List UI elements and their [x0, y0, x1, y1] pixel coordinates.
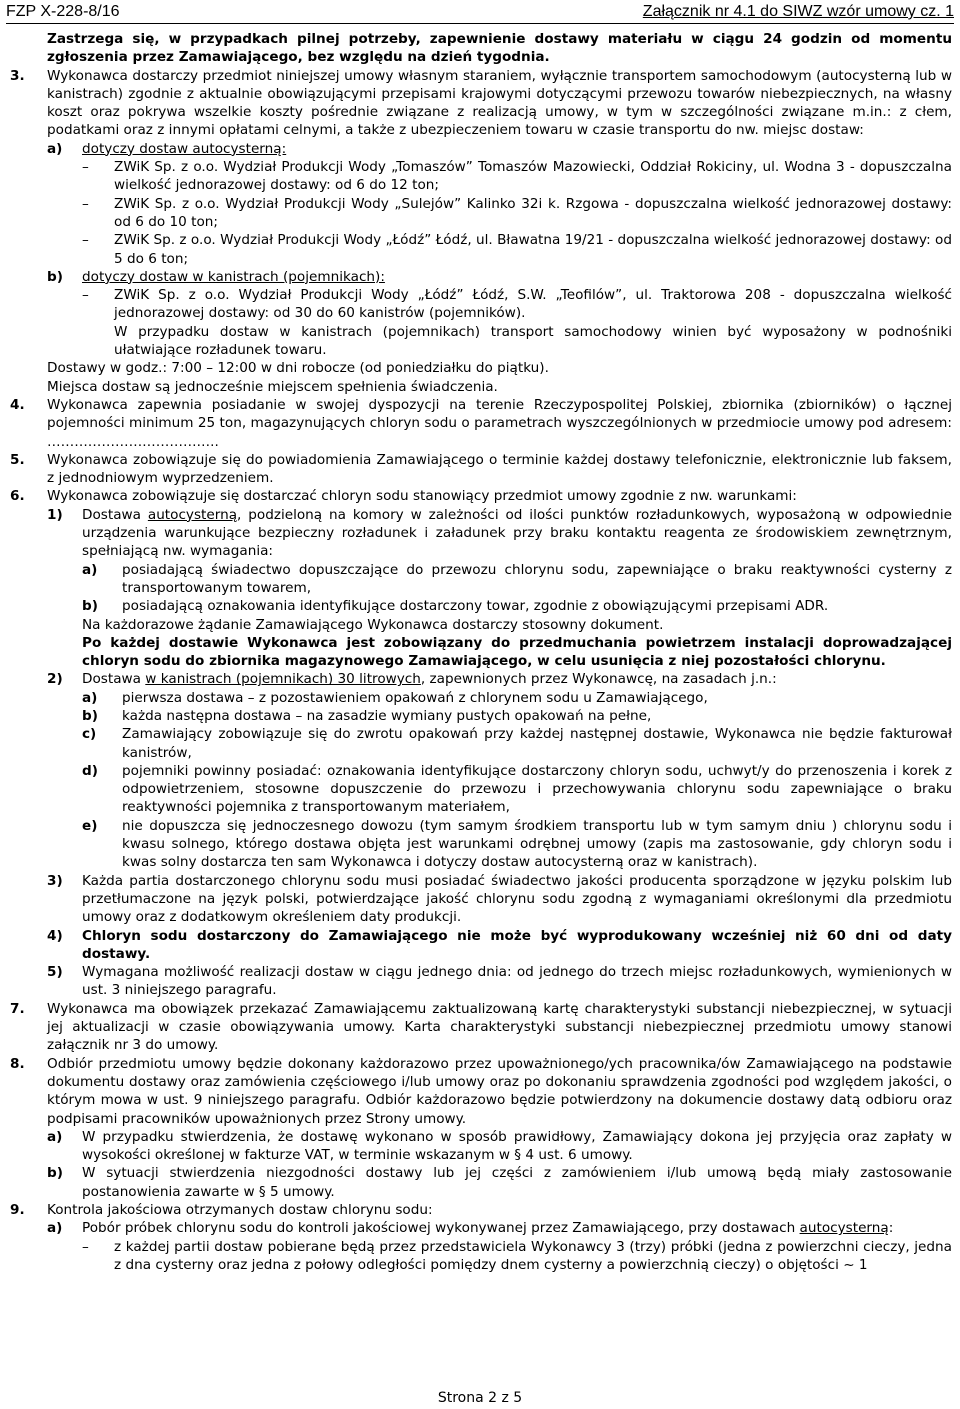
paragraph-text: Wykonawca dostarczy przedmiot niniejszej umowy własnym staraniem, wyłącznie transportem samochodowym (autocysterną lub w kanistrach) zgodnie z aktualnie obowiązującymi przepisami krajowymi dotyczącymi przewozu towarów niebezpiecznych, na własny koszt oraz pokrywa wszelkie koszty pośrednie związane z realizacją umowy, w tym w szczególności związane m.in.: z cłem, podatkami oraz z innymi opłatami celnymi, a także z ubezpieczeniem towaru w czasie transportu do nw. miejsc dostaw: — [47, 67, 952, 139]
dash-bullet: – — [82, 1238, 89, 1255]
p6-2-item: e) nie dopuszcza się jednoczesnego dowozu (tym samym środkiem transportu lub w tym samym dniu ) chlorynu sodu i kwasu solnego, którego dostawa objęta jest warunkami odrębnej umowy (zapis ma zastosowanie, gdy chloryn sodu i kwas solny dostarcza ten sam Wykonawca i dotyczy dostaw autocysterną oraz w kanistrach). — [82, 817, 952, 871]
p3-point-b: b) dotyczy dostaw w kanistrach (pojemnikach): — [47, 268, 385, 285]
paragraph-text: Odbiór przedmiotu umowy będzie dokonany każdorazowo przez upoważnionego/ych pracownika/ów Zamawiającego na podstawie dokumentu dostawy oraz zamówienia częściowego i/lub umowy oraz po dokonaniu sprawdzenia zgodności pod względem jakości, o którym mowa w ust. 9 niniejszego paragrafu. Odbiór każdorazowo będzie potwierdzony na dokumencie dostawy datą odbioru oraz podpisami pracowników upoważnionych przez Strony umowy. — [47, 1055, 952, 1127]
paragraph-7 — [10, 1000, 952, 1055]
p6-1-bold-clause: Po każdej dostawie Wykonawca jest zobowiązany do przedmuchania powietrzem instalacji doprowadzającej chloryn sodu do zbiornika magazynowego Zamawiającego, w celu usunięcia z niej pozostałości chlorynu. — [82, 634, 952, 670]
paragraph-number: 6. — [10, 488, 25, 505]
p6-2-item: b) każda następna dostawa – na zasadzie wymiany pustych opakowań na pełne, — [82, 707, 652, 724]
paragraph-4 — [10, 396, 952, 451]
p6-2-item: c) Zamawiający zobowiązuje się do zwrotu opakowań przy każdej następnej dostawie, Wykonawca nie będzie fakturował kanistrów, — [82, 726, 952, 761]
document-reference: FZP X-228-8/16 — [6, 3, 120, 20]
p3-a-item: – ZWiK Sp. z o.o. Wydział Produkcji Wody „Łódź” Łódź, ul. Bławatna 19/21 - dopuszczalna wielkość jednorazowej dostawy: od 5 do 6 ton; — [82, 232, 952, 267]
paragraph-3 — [10, 67, 952, 140]
paragraph-text: Wykonawca zapewnia posiadanie w swojej dyspozycji na terenie Rzeczypospolitej Polskiej, zbiornika (zbiorników) o łącznej pojemności minimum 25 ton, magazynujących chloryn sodu o parametrach wyszczególnionych w przedmiocie umowy pod adresem: ……………………………….. — [47, 396, 952, 450]
urgent-delivery-clause: Zastrzega się, w przypadkach pilnej potrzeby, zapewnienie dostawy materiału w ciągu 24 godzin od momentu zgłoszenia przez Zamawiającego, bez względu na dzień tygodnia. — [47, 31, 952, 66]
paragraph-text: Kontrola jakościowa otrzymanych dostaw chlorynu sodu: — [47, 1202, 433, 1218]
p6-point-4: 4) Chloryn sodu dostarczony do Zamawiającego nie może być wyprodukowany wcześniej niż 60 dni od daty dostawy. — [47, 927, 952, 962]
paragraph-number: 5. — [10, 451, 25, 468]
paragraph-9 — [10, 1201, 952, 1219]
paragraph-number: 3. — [10, 67, 25, 84]
page-number: Strona 2 z 5 — [437, 1390, 523, 1406]
p6-1-note: Na każdorazowe żądanie Zamawiającego Wykonawca dostarczy stosowny dokument. — [82, 616, 664, 633]
p8-point-a: a) W przypadku stwierdzenia, że dostawę wykonano w sposób prawidłowy, Zamawiający dokona jej przyjęcia oraz zapłaty w wysokości określonej w fakturze VAT, w terminie wskazanym w § 4 ust. 6 umowy. — [47, 1128, 952, 1164]
p3-a-item: – ZWiK Sp. z o.o. Wydział Produkcji Wody „Sulejów” Kalinko 32i k. Rzgowa - dopuszczalna wielkość jednorazowej dostawy: od 6 do 10 ton; — [82, 195, 952, 230]
p9-a-item: – z każdej partii dostaw pobierane będą przez przedstawiciela Wykonawcy 3 (trzy) próbki (jedna z powierzchni cieczy, jedna z dna cysterny oraz jedna z połowy odległości pomiędzy dnem cysterny a powierzchnią cieczy) o objętości ~ 1 — [82, 1238, 952, 1273]
p3-b-item: – ZWiK Sp. z o.o. Wydział Produkcji Wody „Łódź” Łódź, S.W. „Teofilów”, ul. Traktorowa 208 - dopuszczalna wielkość jednorazowej dostawy: od 30 do 60 kanistrów (pojemników). — [82, 287, 952, 322]
paragraph-text: Wykonawca zobowiązuje się do powiadomienia Zamawiającego o terminie każdej dostawy telefonicznie, elektronicznie lub faksem, z jednodniowym wyprzedzeniem. — [47, 451, 952, 487]
p6-point-5: 5) Wymagana możliwość realizacji dostaw w ciągu jednego dnia: od jednego do trzech miejsc rozładunkowych, wymienionych w ust. 3 niniejszego paragrafu. — [47, 964, 952, 999]
attachment-label: Załącznik nr 4.1 do SIWZ wzór umowy cz. 1 — [642, 3, 954, 20]
p6-point-1: 1) Dostawa autocysterną, podzieloną na komory w zależności od ilości punktów rozładunkowych, wyposażoną w odpowiednie urządzenia warunkujące bezpieczny rozładunek i załadunek przy braku kontaktu reagenta ze środowiskiem zewnętrznym, spełniającą nw. wymagania: — [47, 506, 953, 560]
paragraph-number: 7. — [10, 1000, 25, 1017]
dash-bullet: – — [82, 159, 89, 176]
paragraph-5 — [10, 451, 952, 488]
page-header — [6, 3, 954, 24]
paragraph-6 — [10, 487, 952, 505]
paragraph-text: Wykonawca ma obowiązek przekazać Zamawiającemu zaktualizowaną kartę charakterystyki substancji niebezpiecznej, w sytuacji jej aktualizacji w czasie obowiązywania umowy. Karta charakterystyki substancji niebezpiecznej przedmiotu umowy stanowi załącznik nr 3 do umowy. — [47, 1000, 952, 1054]
dash-bullet: – — [82, 195, 89, 212]
p6-point-3: 3) Każda partia dostarczonego chlorynu sodu musi posiadać świadectwo jakości producenta sporządzone w języku polskim lub przetłumaczone na język polski, potwierdzające jakość chlorynu sodu zgodną z wymaganiami określonymi dla przedmiotu umowy oraz z dodatkowym określeniem daty produkcji. — [47, 872, 952, 926]
paragraph-text: Wykonawca zobowiązuje się dostarczać chloryn sodu stanowiący przedmiot umowy zgodnie z nw. warunkami: — [47, 488, 797, 505]
p6-2-item: a) pierwsza dostawa – z pozostawieniem opakowań z chlorynem sodu u Zamawiającego, — [82, 689, 708, 706]
delivery-hours: Dostawy w godz.: 7:00 – 12:00 w dni robocze (od poniedziałku do piątku). — [47, 360, 549, 377]
document-body — [10, 30, 952, 1274]
p3-a-item: – ZWiK Sp. z o.o. Wydział Produkcji Wody „Tomaszów” Tomaszów Mazowiecki, Oddział Rokiciny, ul. Wodna 3 - dopuszczalna wielkość jednorazowej dostawy: od 6 do 12 ton; — [82, 159, 952, 194]
p6-1-a: a) posiadającą świadectwo dopuszczające do przewozu chlorynu sodu, zapewniające o braku reaktywności cysterny z transportowanym towarem, — [82, 561, 952, 596]
paragraph-number: 4. — [10, 396, 25, 413]
p8-point-b: b) W sytuacji stwierdzenia niezgodności dostawy lub jej części z zamówieniem i/lub umową będą miały zastosowanie postanowienia zawarte w § 5 umowy. — [47, 1165, 952, 1200]
p3-b-note: W przypadku dostaw w kanistrach (pojemnikach) transport samochodowy winien być wyposażony w podnośniki ułatwiające rozładunek towaru. — [114, 323, 952, 359]
p9-point-a: a) Pobór próbek chlorynu sodu do kontroli jakościowej wykonywanej przez Zamawiającego, przy dostawach autocysterną: — [47, 1220, 894, 1237]
p6-2-item: d) pojemniki powinny posiadać: oznakowania identyfikujące dostarczony chloryn sodu, uchwyt/y do przenoszenia i korek z odpowietrzeniem, stosowne dopuszczenie do przewozu i przechowywania chlorynu sodu zapewniające o braku reaktywności pojemnika z transportowanym materiałem, — [82, 762, 952, 816]
paragraph-8 — [10, 1055, 952, 1128]
dash-bullet: – — [82, 287, 89, 304]
dash-bullet: – — [82, 232, 89, 249]
p3-point-a: a) dotyczy dostaw autocysterną: — [47, 140, 287, 157]
p6-1-b: b) posiadającą oznakowania identyfikujące dostarczony towar, zgodnie z obowiązującymi przepisami ADR. — [82, 598, 829, 615]
p6-point-2: 2) Dostawa w kanistrach (pojemnikach) 30 litrowych, zapewnionych przez Wykonawcę, na zasadach j.n.: — [47, 671, 777, 688]
delivery-places: Miejsca dostaw są jednocześnie miejscem spełnienia świadczenia. — [47, 378, 498, 395]
paragraph-number: 9. — [10, 1202, 25, 1218]
paragraph-number: 8. — [10, 1055, 25, 1072]
